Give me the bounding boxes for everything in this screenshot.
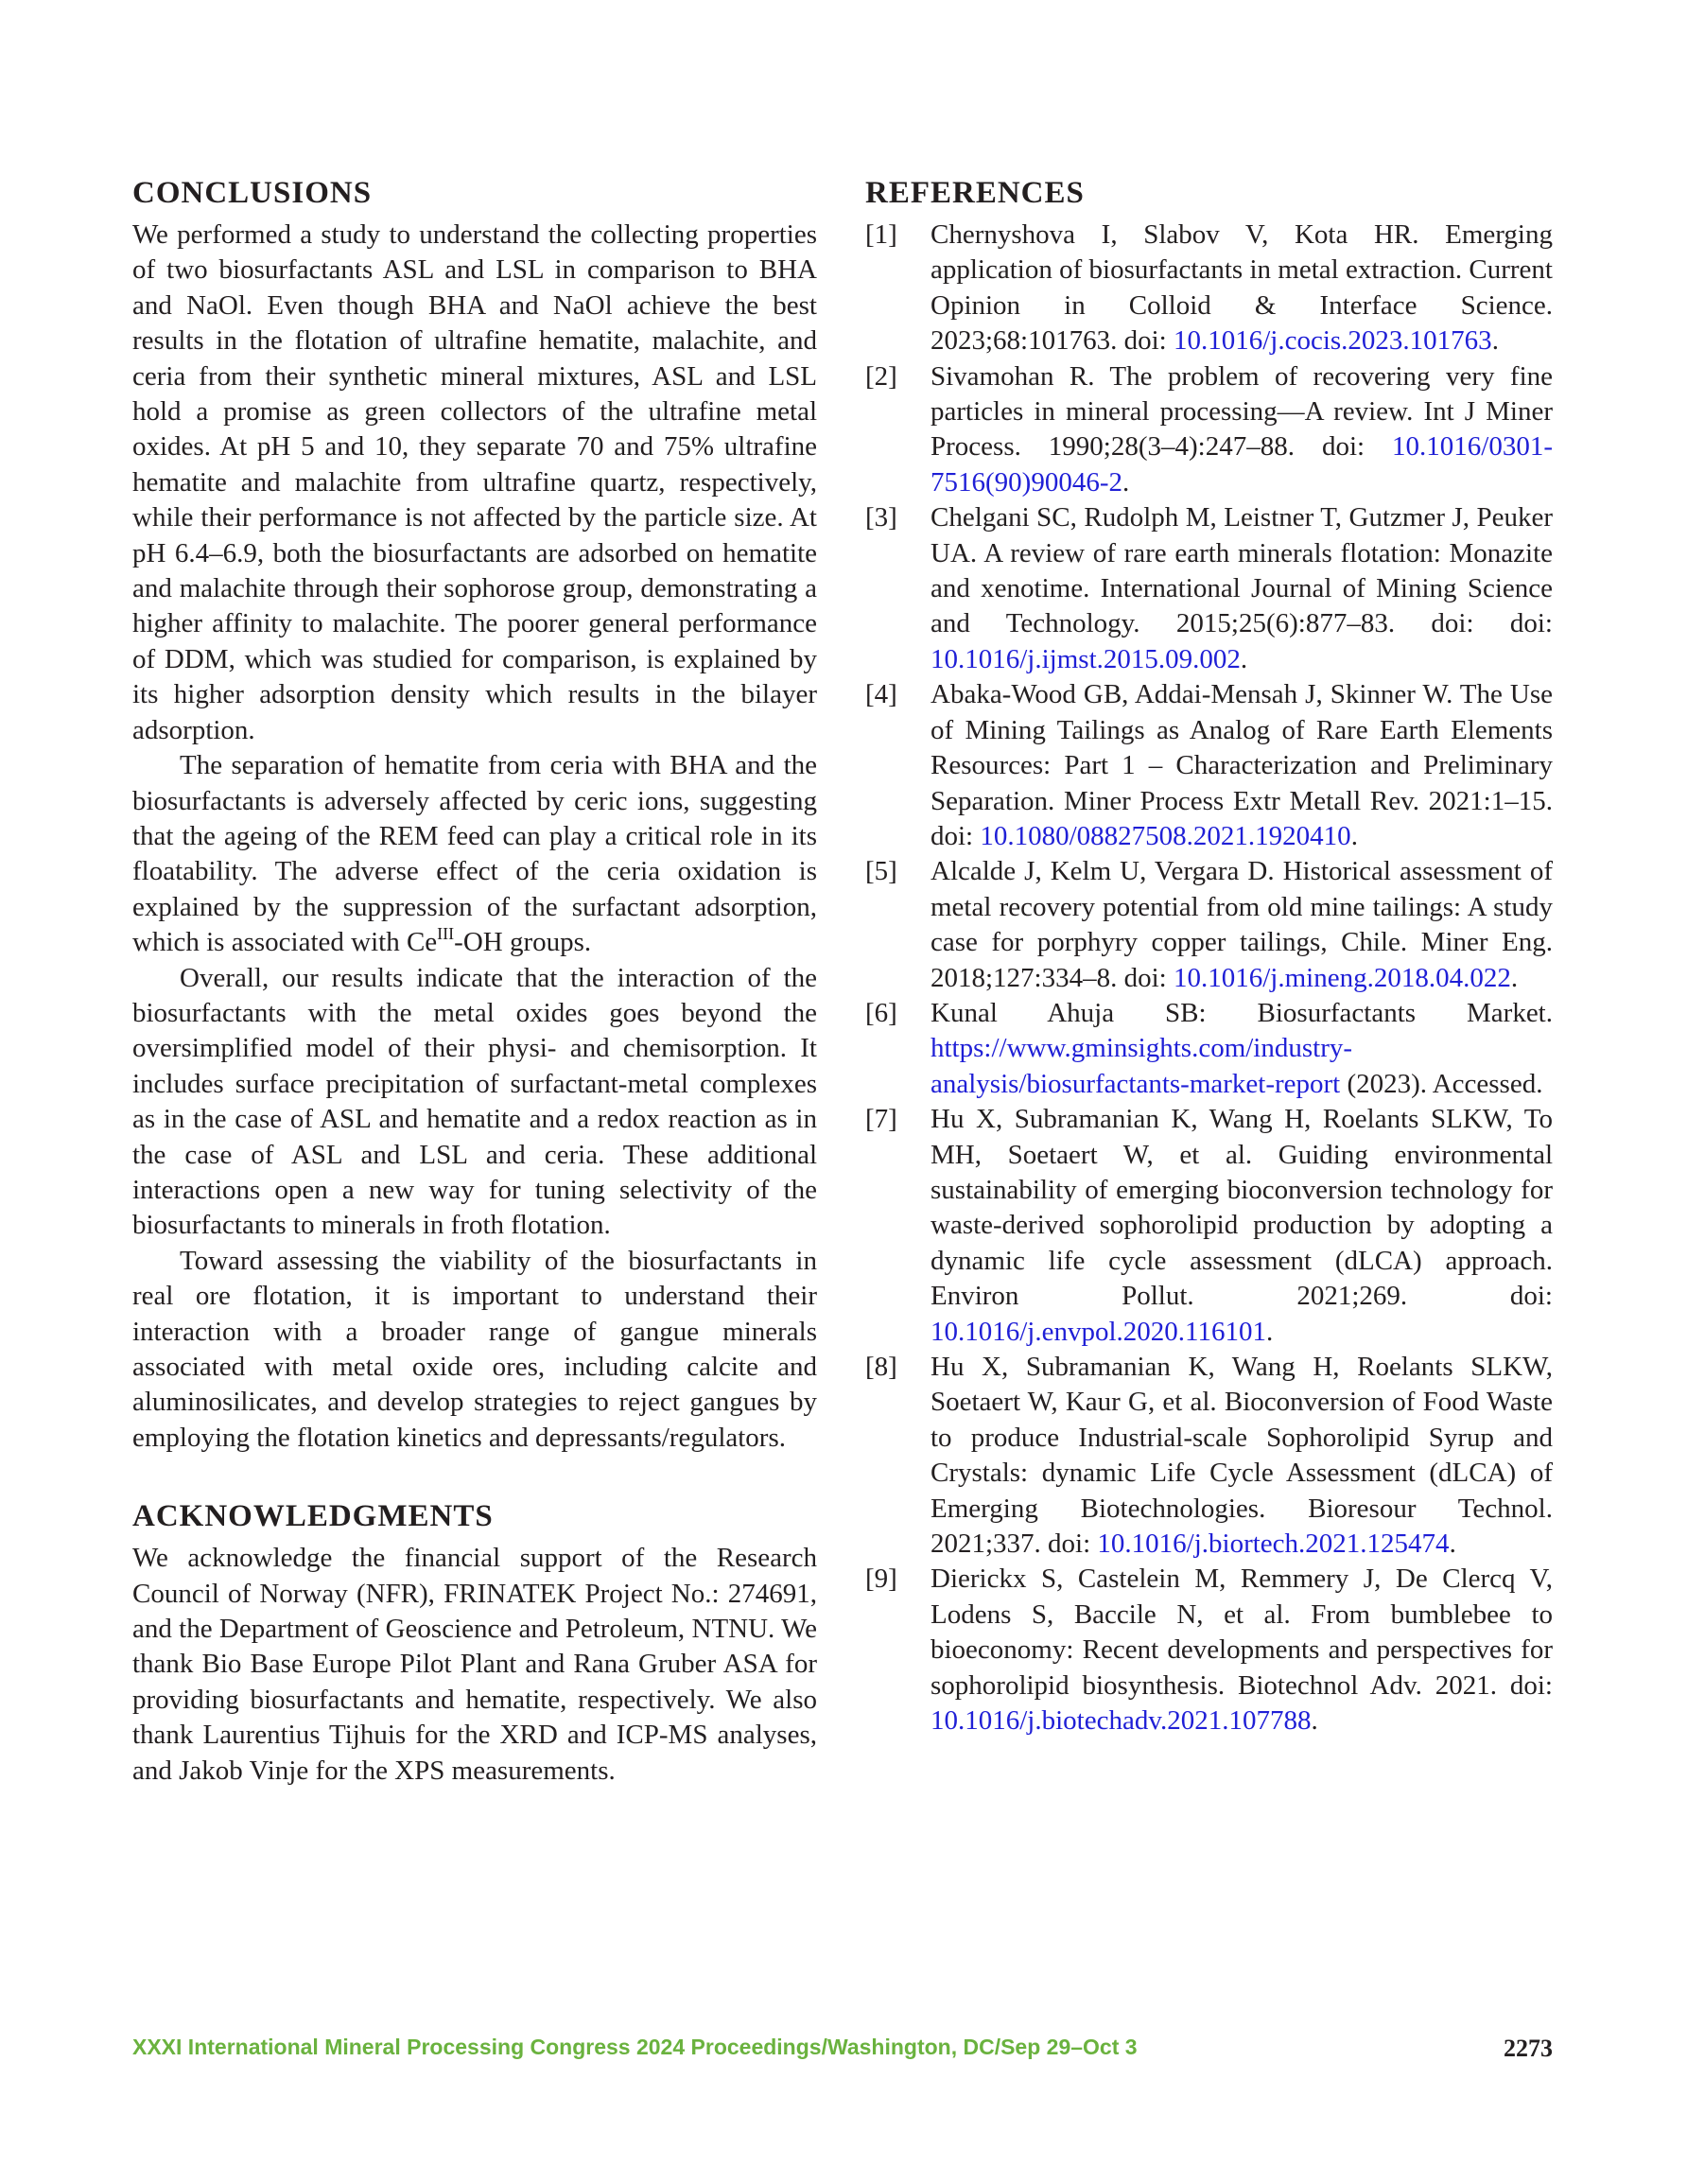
reference-tail: (2023). Accessed. xyxy=(1340,1068,1543,1099)
reference-tail: . xyxy=(1491,325,1499,357)
references-heading: REFERENCES xyxy=(865,176,1085,210)
reference-item xyxy=(865,1350,1553,1562)
reference-number: [7] xyxy=(865,1104,897,1135)
reference-text: Sivamohan R. The problem of recovering very fine particles in mineral processing—A review. Int J Miner Process. 1990;28(3–4):247–88. doi: xyxy=(930,360,1553,463)
conclusions-paragraph-4: Toward assessing the viability of the biosurfactants in real ore flotation, it is important to understand their interaction with a broader range of gangue minerals associated with metal oxide ores, including calcite and aluminosilicates, and develop strategies to reject gangues by employing the flotation kinetics and depressants/regulators. xyxy=(132,1245,817,1453)
reference-item xyxy=(865,359,1553,501)
reference-number: [8] xyxy=(865,1352,897,1382)
reference-body xyxy=(930,854,1553,996)
acknowledgments-text: We acknowledge the financial support of the Research Council of Norway (NFR), FRINATEK Project No.: 274691, and the Department of Geoscience and Petroleum, NTNU. We thank Bio Base Europe Pilot Plant and Rana Gruber ASA for providing biosurfactants and hematite, respectively. We also thank Laurentius Tijhuis for the XRD and ICP-MS analyses, and Jakob Vinje for the XPS measurements. xyxy=(132,1543,817,1786)
reference-body xyxy=(930,218,1553,359)
reference-text: Abaka-Wood GB, Addai-Mensah J, Skinner W. The Use of Mining Tailings as Analog of Rare Earth Elements Resources: Part 1 – Characterization and Preliminary Separation. Miner Process Extr Metall Rev. 2021:1–15. doi: xyxy=(930,679,1553,851)
reference-text: Kunal Ahuja SB: Biosurfactants Market. xyxy=(930,997,1553,1028)
reference-text: Alcalde J, Kelm U, Vergara D. Historical assessment of metal recovery potential from old mine tailings: A study case for porphyry copper tailings, Chile. Miner Eng. 2018;127:334–8. doi: xyxy=(930,856,1553,993)
conclusions-p2-tail: -OH groups. xyxy=(454,927,592,958)
reference-text: Chernyshova I, Slabov V, Kota HR. Emerging application of biosurfactants in metal extraction. Current Opinion in Colloid & Interface Science. 2023;68:101763. doi: xyxy=(930,219,1553,357)
reference-number: [5] xyxy=(865,856,897,887)
reference-number: [1] xyxy=(865,219,897,250)
reference-doi-link[interactable]: 10.1016/j.biotechadv.2021.107788 xyxy=(930,1705,1312,1737)
reference-body xyxy=(930,1102,1553,1350)
reference-text: Hu X, Subramanian K, Wang H, Roelants SLKW, Soetaert W, Kaur G, et al. Bioconversion of Food Waste to produce Industrial-scale Sophorolipid Syrup and Crystals: dynamic Life Cycle Assessment (dLCA) of Emerging Biotechnologies. Bioresour Technol. 2021;337. doi: xyxy=(930,1352,1553,1560)
conference-name: XXXI International Mineral Processing Congress 2024 Proceedings/Washington, DC/Sep 29–Oct 3 xyxy=(132,2035,1138,2059)
reference-body xyxy=(930,500,1553,677)
reference-item xyxy=(865,996,1553,1102)
reference-tail: . xyxy=(1311,1705,1318,1737)
reference-item xyxy=(865,677,1553,854)
oxidation-state-superscript: III xyxy=(437,924,455,944)
reference-number: [2] xyxy=(865,360,897,392)
reference-body xyxy=(930,359,1553,501)
conclusions-paragraph-2 xyxy=(132,748,817,960)
reference-body xyxy=(930,1562,1553,1738)
reference-doi-link[interactable]: 10.1016/j.envpol.2020.116101 xyxy=(930,1316,1266,1347)
reference-tail: . xyxy=(1510,962,1519,993)
reference-tail: . xyxy=(1240,643,1248,674)
reference-doi-link[interactable]: 10.1080/08827508.2021.1920410 xyxy=(980,820,1351,851)
reference-doi-link[interactable]: 10.1016/j.ijmst.2015.09.002 xyxy=(930,643,1241,674)
page-footer xyxy=(132,2035,1553,2072)
reference-item xyxy=(865,1102,1553,1350)
reference-tail: . xyxy=(1449,1529,1456,1560)
reference-list xyxy=(865,218,1553,1738)
reference-item xyxy=(865,500,1553,677)
reference-number: [4] xyxy=(865,679,897,710)
reference-tail: . xyxy=(1350,820,1358,851)
left-column xyxy=(132,168,817,1789)
reference-tail: . xyxy=(1122,466,1130,498)
reference-text: Hu X, Subramanian K, Wang H, Roelants SLKW, To MH, Soetaert W, et al. Guiding environmental sustainability of emerging bioconversion technology for waste-derived sophorolipid production by adopting a dynamic life cycle assessment (dLCA) approach. Environ Pollut. 2021;269. doi: xyxy=(930,1104,1553,1312)
conclusions-paragraph-1: We performed a study to understand the collecting properties of two biosurfactants ASL and LSL in comparison to BHA and NaOl. Even though BHA and NaOl achieve the best results in the flotation of ultrafine hematite, malachite, and ceria from their synthetic mineral mixtures, ASL and LSL hold a promise as green collectors of the ultrafine metal oxides. At pH 5 and 10, they separate 70 and 75% ultrafine hematite and malachite from ultrafine quartz, respectively, while their performance is not affected by the particle size. At pH 6.4–6.9, both the biosurfactants are adsorbed on hematite and malachite through their sophorose group, demonstrating a higher affinity to malachite. The poorer general performance of DDM, which was studied for comparison, is explained by its higher adsorption density which results in the bilayer adsorption. xyxy=(132,219,817,745)
reference-doi-link[interactable]: https://www.gminsights.com/industry-analysis/biosurfactants-market-report xyxy=(930,1033,1353,1099)
conclusions-paragraph-3: Overall, our results indicate that the interaction of the biosurfactants with the metal oxides goes beyond the oversimplified model of their physi- and chemisorption. It includes surface precipitation of surfactant-metal complexes as in the case of ASL and hematite and a redox reaction as in the case of ASL and LSL and ceria. These additional interactions open a new way for tuning selectivity of the biosurfactants to minerals in froth flotation. xyxy=(132,962,817,1241)
reference-body xyxy=(930,1350,1553,1562)
conclusions-heading: CONCLUSIONS xyxy=(132,176,373,210)
reference-doi-link[interactable]: 10.1016/j.mineng.2018.04.022 xyxy=(1173,962,1511,993)
reference-number: [6] xyxy=(865,997,897,1028)
reference-text: Dierickx S, Castelein M, Remmery J, De Clercq V, Lodens S, Baccile N, et al. From bumblebee to bioeconomy: Recent developments and perspectives for sophorolipid biosynthesis. Biotechnol Adv. 2021. doi: xyxy=(930,1564,1553,1701)
reference-item xyxy=(865,218,1553,359)
reference-item xyxy=(865,854,1553,996)
reference-number: [9] xyxy=(865,1564,897,1595)
acknowledgments-heading: ACKNOWLEDGMENTS xyxy=(132,1499,494,1534)
reference-body xyxy=(930,677,1553,854)
right-column xyxy=(865,168,1553,1738)
conclusions-p2-text: The separation of hematite from ceria with BHA and the biosurfactants is adversely affected by ceric ions, suggesting that the ageing of the REM feed can play a critical role in its floatability. The adverse effect of the ceria oxidation is explained by the suppression of the surfactant adsorption, which is associated with Ce xyxy=(132,750,817,958)
reference-body xyxy=(930,996,1553,1102)
reference-doi-link[interactable]: 10.1016/j.cocis.2023.101763 xyxy=(1173,325,1492,357)
reference-item xyxy=(865,1562,1553,1738)
reference-number: [3] xyxy=(865,502,897,533)
reference-text: Chelgani SC, Rudolph M, Leistner T, Gutzmer J, Peuker UA. A review of rare earth minerals flotation: Monazite and xenotime. International Journal of Mining Science and Technology. 2015;25(6):877–83. doi: doi: xyxy=(930,502,1553,639)
reference-doi-link[interactable]: 10.1016/j.biortech.2021.125474 xyxy=(1097,1529,1450,1560)
page-number: 2273 xyxy=(1504,2035,1553,2062)
reference-tail: . xyxy=(1265,1316,1274,1347)
reference-doi-link[interactable]: 10.1016/0301-7516(90)90046-2 xyxy=(930,431,1553,498)
